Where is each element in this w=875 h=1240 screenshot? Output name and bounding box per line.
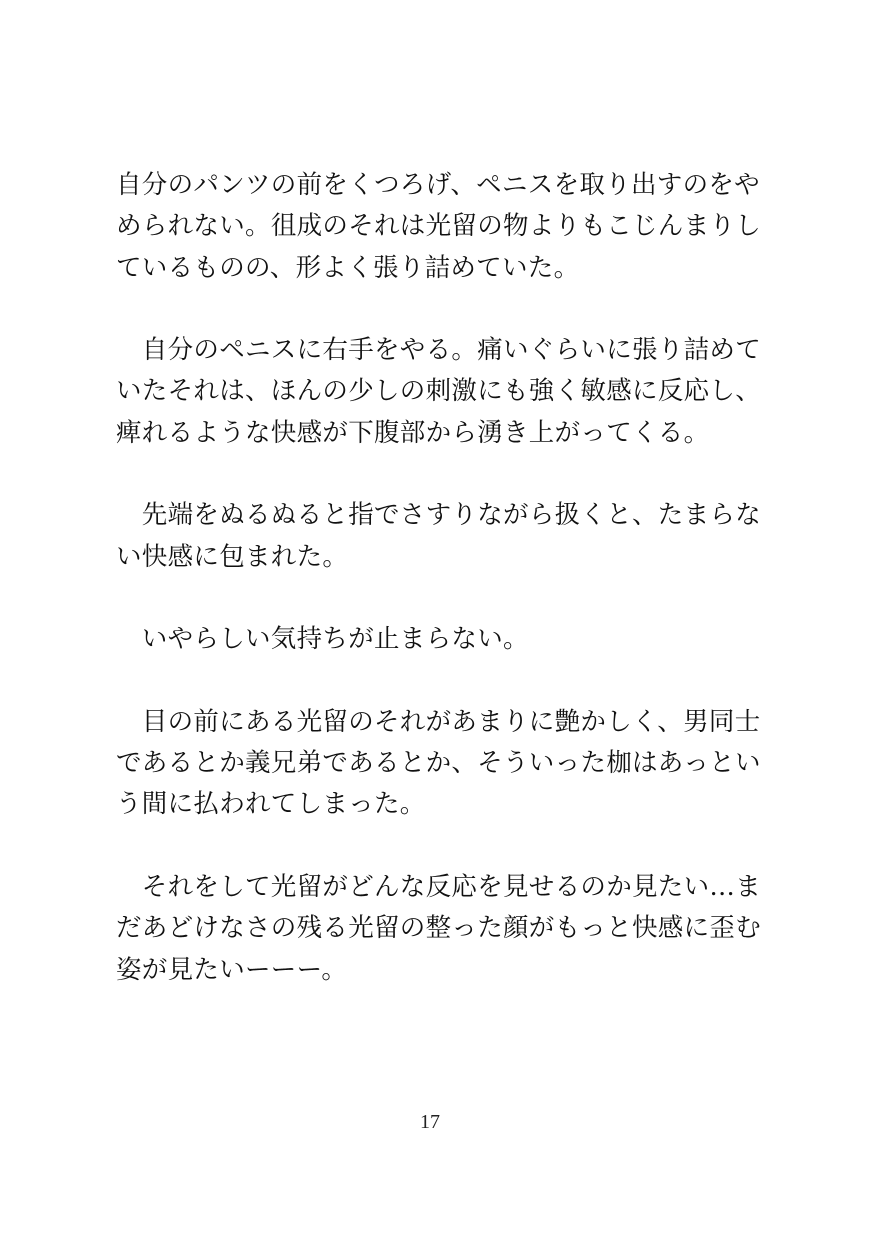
text-line: う間に払われてしまった。: [116, 789, 426, 820]
text-line: 自分のペニスに右手をやる。痛いぐらいに張り詰めて: [116, 335, 762, 366]
paragraph-gap: [116, 826, 756, 867]
text-line: だあどけなさの残る光留の整った顔がもっと快感に歪む: [116, 913, 762, 944]
page-number: 17: [420, 1111, 440, 1133]
text-line: 痺れるような快感が下腹部から湧き上がってくる。: [116, 417, 710, 448]
text-line: いやらしい気持ちが止まらない。: [116, 624, 529, 655]
paragraph-gap: [116, 289, 756, 330]
paragraph-4: [116, 619, 756, 660]
text-line: いたそれは、ほんの少しの刺激にも強く敏感に反応し、: [116, 376, 762, 407]
body-text: [116, 165, 762, 991]
text-line: 自分のパンツの前をくつろげ、ペニスを取り出すのをや: [116, 170, 760, 200]
paragraph-1: [116, 165, 762, 289]
paragraph-5: [116, 702, 761, 826]
text-line: い快感に包まれた。: [116, 541, 349, 572]
text-line: それをして光留がどんな反応を見せるのか見たい…ま: [116, 872, 762, 903]
text-line: 姿が見たいーーー。: [116, 954, 348, 985]
text-line: められない。徂成のそれは光留の物よりもこじんまりし: [116, 211, 762, 242]
paragraph-gap: [116, 454, 756, 495]
paragraph-gap: [116, 578, 756, 619]
text-line: 目の前にある光留のそれがあまりに艶かしく、男同士: [116, 706, 761, 737]
text-line: 先端をぬるぬると指でさすりながら扱くと、たまらな: [116, 500, 762, 531]
text-line: ているものの、形よく張り詰めていた。: [116, 252, 580, 283]
paragraph-3: [116, 495, 762, 578]
paragraph-6: [116, 867, 762, 991]
text-line: であるとか義兄弟であるとか、そういった枷はあっとい: [116, 748, 761, 779]
paragraph-gap: [116, 661, 756, 702]
paragraph-2: [116, 330, 762, 454]
